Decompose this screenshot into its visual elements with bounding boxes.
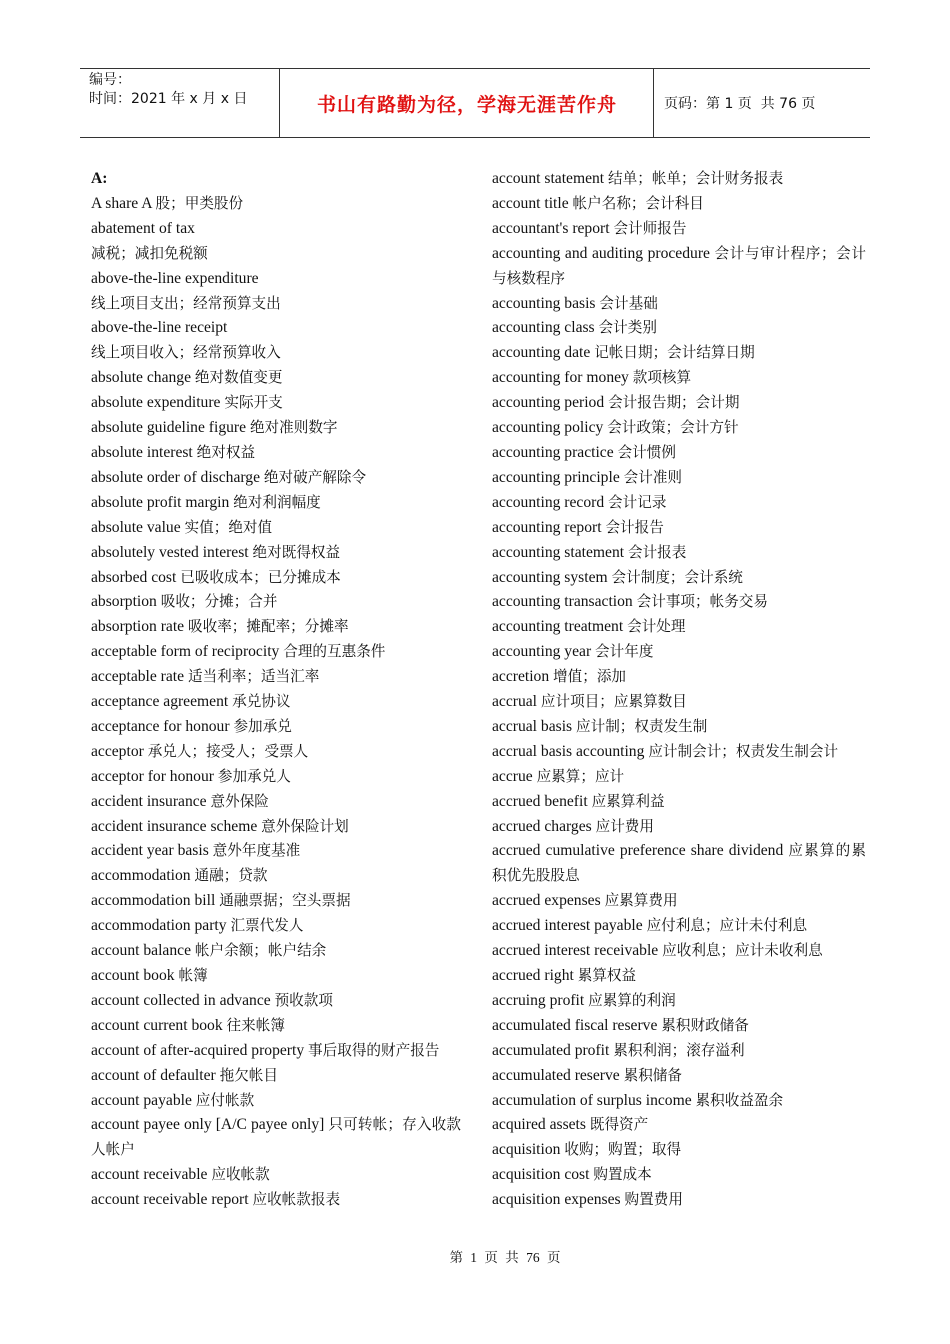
glossary-entry: accounting practice 会计惯例: [492, 443, 676, 461]
glossary-entry: acceptable form of reciprocity 合理的互惠条件: [91, 643, 386, 661]
glossary-entry: accommodation party 汇票代发人: [91, 917, 304, 935]
glossary-entry: absorption 吸收；分摊；合并: [91, 593, 278, 611]
glossary-entry: accommodation 通融；贷款: [91, 867, 268, 885]
glossary-entry: absolute profit margin 绝对利润幅度: [91, 493, 321, 511]
glossary-entry: accident year basis 意外年度基准: [91, 842, 301, 860]
glossary-entry: absolute value 实值；绝对值: [91, 518, 273, 536]
glossary-entry: accrued interest payable 应付利息；应计未付利息: [492, 917, 808, 935]
glossary-entry: account receivable 应收帐款: [91, 1166, 270, 1184]
glossary-entry: account collected in advance 预收款项: [91, 991, 333, 1009]
glossary-entry: above-the-line expenditure: [91, 269, 259, 287]
glossary-entry: account of defaulter 拖欠帐目: [91, 1066, 278, 1084]
glossary-entry: 线上项目收入；经常预算收入: [91, 344, 281, 362]
page-info-text: 页码：第 1 页 共 76 页: [664, 96, 816, 112]
document-date: 时间：2021 年 x 月 x 日: [89, 91, 248, 107]
glossary-entry: accumulated profit 累积利润；滚存溢利: [492, 1041, 745, 1059]
glossary-entry: A share A 股；甲类股份: [91, 194, 244, 212]
glossary-entry: accommodation bill 通融票据；空头票据: [91, 892, 351, 910]
glossary-entry: accounting treatment 会计处理: [492, 618, 686, 636]
glossary-entry: 减税；减扣免税额: [91, 244, 208, 262]
glossary-entry: accountant's report 会计师报告: [492, 219, 687, 237]
glossary-entry: account book 帐簿: [91, 967, 208, 984]
glossary-entry: acceptance for honour 参加承兑: [91, 717, 292, 735]
glossary-entry: accrual basis accounting 应计制会计；权责发生制会计: [492, 742, 839, 760]
glossary-entry: acquisition expenses 购置费用: [492, 1191, 683, 1209]
glossary-entry: accrued interest receivable 应收利息；应计未收利息: [492, 942, 823, 960]
glossary-entry: acceptor 承兑人；接受人；受票人: [91, 742, 309, 760]
glossary-entry: accounting and auditing procedure 会计与审计程序；会计与核数程序: [492, 244, 866, 287]
glossary-entry: accounting basis 会计基础: [492, 294, 658, 312]
glossary-entry: accrual 应计项目；应累算数目: [492, 693, 687, 711]
header-page-info: [654, 69, 870, 137]
glossary-entry: accrual basis 应计制；权责发生制: [492, 717, 708, 735]
header-meta: [80, 69, 280, 137]
glossary-entry: accounting record 会计记录: [492, 493, 667, 511]
glossary-entry: accruing profit 应累算的利润: [492, 991, 676, 1009]
glossary-entry: acceptance agreement 承兑协议: [91, 693, 291, 711]
glossary-entry: accounting principle 会计准则: [492, 468, 683, 486]
document-number: 编号：: [89, 72, 131, 88]
glossary-entry: account payee only [A/C payee only] 只可转帐；存入收款人帐户: [91, 1116, 461, 1159]
glossary-entry: acquisition 收购；购置；取得: [492, 1141, 682, 1159]
glossary-entry: account receivable report 应收帐款报表: [91, 1191, 341, 1209]
glossary-entry: accrued right 累算权益: [492, 967, 637, 984]
glossary-entry: account balance 帐户余额；帐户结余: [91, 942, 327, 960]
glossary-entry: accrued expenses 应累算费用: [492, 892, 678, 910]
glossary-entry: absolute expenditure 实际开支: [91, 394, 283, 412]
glossary-entry: acquisition cost 购置成本: [492, 1166, 652, 1184]
glossary-entry: accounting report 会计报告: [492, 518, 664, 536]
glossary-entry: accrued cumulative preference share dividend 应累算的累积优先股股息: [492, 842, 866, 885]
glossary-entry: accounting for money 款项核算: [492, 369, 692, 387]
glossary-entry: account current book 往来帐簿: [91, 1016, 285, 1034]
glossary-entry: account statement 结单；帐单；会计财务报表: [492, 170, 784, 187]
glossary-entry: accounting class 会计类别: [492, 319, 657, 337]
glossary-entry: absolutely vested interest 绝对既得权益: [91, 543, 341, 561]
page-footer: 第 1 页 共 76 页: [449, 1250, 561, 1265]
glossary-entry: accident insurance 意外保险: [91, 792, 269, 810]
glossary-entry: accretion 增值；添加: [492, 668, 627, 686]
glossary-entry: absolute order of discharge 绝对破产解除令: [91, 468, 367, 486]
glossary-entry: accrue 应累算；应计: [492, 767, 625, 785]
glossary-entry: absolute interest 绝对权益: [91, 443, 256, 461]
glossary-entry: accumulated reserve 累积储备: [492, 1066, 682, 1084]
glossary-entry: accounting system 会计制度；会计系统: [492, 568, 743, 586]
glossary-entry: absorbed cost 已吸收成本；已分摊成本: [91, 568, 341, 586]
glossary-entry: accounting date 记帐日期；会计结算日期: [492, 344, 755, 362]
glossary-entry: absolute guideline figure 绝对准则数字: [91, 419, 338, 437]
glossary-entry: accounting policy 会计政策；会计方针: [492, 419, 739, 437]
glossary-entry: account title 帐户名称；会计科目: [492, 194, 704, 212]
glossary-right-column: [492, 167, 866, 1213]
glossary-entry: accrued benefit 应累算利益: [492, 792, 665, 810]
header-motto: 书山有路勤为径，学海无涯苦作舟: [281, 69, 654, 137]
glossary-entry: account of after-acquired property 事后取得的财产报告: [91, 1041, 440, 1059]
glossary-entry: abatement of tax: [91, 219, 195, 237]
glossary-entry: accrued charges 应计费用: [492, 817, 654, 835]
section-heading: A:: [91, 170, 108, 187]
glossary-entry: accounting transaction 会计事项；帐务交易: [492, 593, 768, 611]
glossary-entry: 线上项目支出；经常预算支出: [91, 294, 281, 312]
glossary-entry: accounting period 会计报告期；会计期: [492, 394, 740, 412]
glossary-entry: accumulation of surplus income 累积收益盈余: [492, 1091, 784, 1109]
glossary-left-column: [91, 167, 461, 1213]
glossary-entry: absorption rate 吸收率；摊配率；分摊率: [91, 618, 349, 636]
glossary-entry: accumulated fiscal reserve 累积财政储备: [492, 1016, 749, 1034]
glossary-entry: acceptor for honour 参加承兑人: [91, 767, 291, 785]
glossary-entry: accounting statement 会计报表: [492, 543, 687, 561]
page-header: [80, 68, 870, 138]
glossary-entry: above-the-line receipt: [91, 319, 228, 337]
glossary-entry: account payable 应付帐款: [91, 1091, 255, 1109]
glossary-entry: absolute change 绝对数值变更: [91, 369, 283, 387]
glossary-entry: acquired assets 既得资产: [492, 1116, 649, 1134]
glossary-entry: acceptable rate 适当利率；适当汇率: [91, 668, 320, 686]
glossary-entry: accounting year 会计年度: [492, 643, 654, 661]
glossary-entry: accident insurance scheme 意外保险计划: [91, 817, 349, 835]
